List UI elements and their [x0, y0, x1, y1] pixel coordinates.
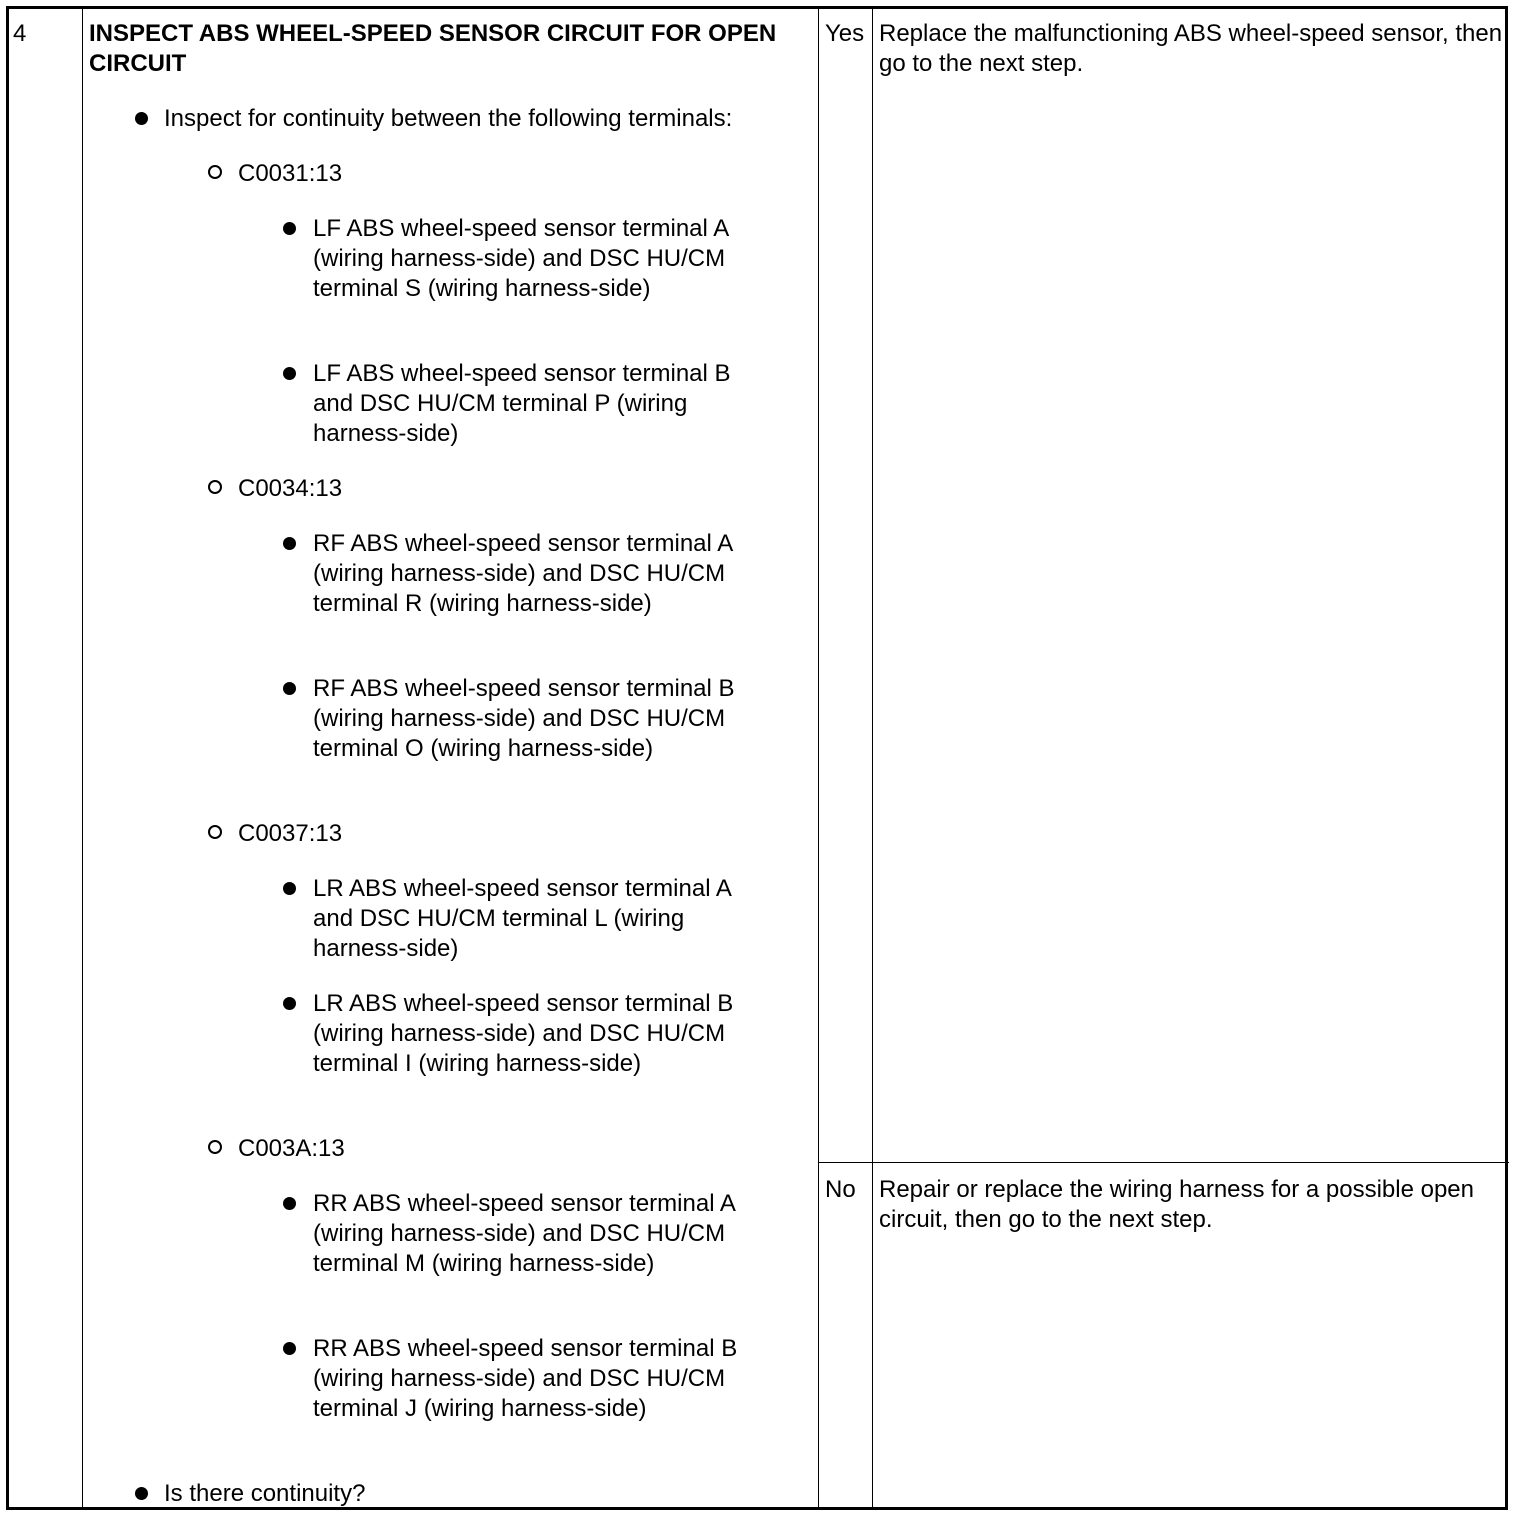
terminal-item: RF ABS wheel-speed sensor terminal A (wiring harness-side) and DSC HU/CM terminal R (wiring harness-side): [313, 530, 732, 617]
terminal-item: LF ABS wheel-speed sensor terminal A (wiring harness-side) and DSC HU/CM terminal S (wiring harness-side): [313, 215, 728, 302]
hollow-bullet-icon: [208, 480, 222, 494]
question-text: Is there continuity?: [164, 1480, 366, 1507]
hollow-bullet-icon: [208, 1140, 222, 1154]
bullet-icon: [283, 1197, 296, 1210]
group-code: C0034:13: [238, 475, 343, 502]
hollow-bullet-icon: [208, 825, 222, 839]
row-divider: [819, 1162, 1509, 1163]
column-divider: [818, 9, 819, 1507]
bullet-icon: [283, 682, 296, 695]
terminal-item: LR ABS wheel-speed sensor terminal A and DSC HU/CM terminal L (wiring harness-side): [313, 875, 731, 962]
bullet-icon: [283, 1342, 296, 1355]
no-action: Repair or replace the wiring harness for a possible open circuit, then go to the next step.: [879, 1176, 1474, 1233]
group-code: C0037:13: [238, 820, 343, 847]
bullet-icon: [283, 222, 296, 235]
yes-label: Yes: [825, 20, 865, 47]
group-code: C0031:13: [238, 160, 343, 187]
terminal-item: LF ABS wheel-speed sensor terminal B and DSC HU/CM terminal P (wiring harness-side): [313, 360, 731, 447]
column-divider: [872, 9, 873, 1507]
diagnostic-step-table: [6, 6, 1508, 1510]
bullet-icon: [283, 997, 296, 1010]
bullet-icon: [283, 367, 296, 380]
group-code: C003A:13: [238, 1135, 345, 1162]
column-divider: [82, 9, 83, 1507]
intro-text: Inspect for continuity between the following terminals:: [164, 105, 733, 132]
bullet-icon: [135, 112, 148, 125]
bullet-icon: [283, 882, 296, 895]
no-label: No: [825, 1176, 856, 1203]
terminal-item: RF ABS wheel-speed sensor terminal B (wiring harness-side) and DSC HU/CM terminal O (wiring harness-side): [313, 675, 735, 762]
terminal-item: LR ABS wheel-speed sensor terminal B (wiring harness-side) and DSC HU/CM terminal I (wiring harness-side): [313, 990, 734, 1077]
step-number: 4: [13, 20, 27, 47]
hollow-bullet-icon: [208, 165, 222, 179]
terminal-item: RR ABS wheel-speed sensor terminal A (wiring harness-side) and DSC HU/CM terminal M (wiring harness-side): [313, 1190, 735, 1277]
bullet-icon: [135, 1487, 148, 1500]
yes-action: Replace the malfunctioning ABS wheel-speed sensor, then go to the next step.: [879, 20, 1503, 77]
bullet-icon: [283, 537, 296, 550]
terminal-item: RR ABS wheel-speed sensor terminal B (wiring harness-side) and DSC HU/CM terminal J (wiring harness-side): [313, 1335, 738, 1422]
step-title: INSPECT ABS WHEEL-SPEED SENSOR CIRCUIT FOR OPEN CIRCUIT: [89, 20, 777, 77]
